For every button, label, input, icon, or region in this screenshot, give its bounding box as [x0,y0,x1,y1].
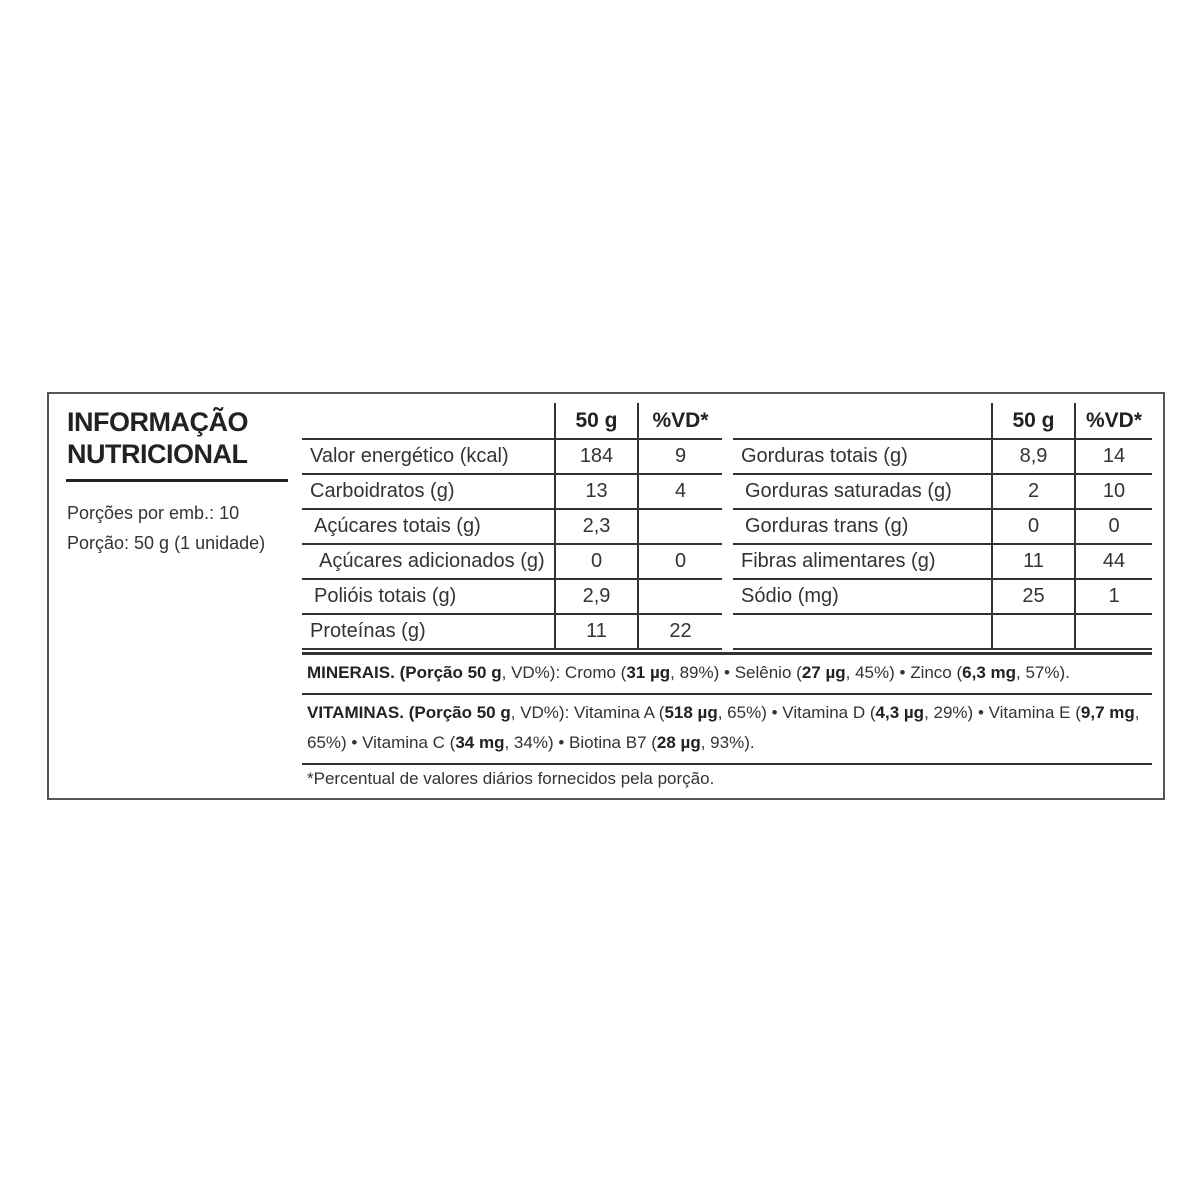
nutrient-label: Proteínas (g) [302,614,555,649]
nutrient-portion: 8,9 [992,439,1075,474]
column-header-portion: 50 g [992,403,1075,439]
nutrients-table-left [302,403,722,650]
bullet: • [351,733,358,752]
nutrient-label [733,614,992,649]
nutrient-portion: 25 [992,579,1075,614]
nutrient-portion: 11 [992,544,1075,579]
vitamin-item: Vitamina A (518 µg, 65%) [574,703,767,722]
table-bottom-rule [302,652,1152,655]
vitamin-item: Vitamina C (34 mg, 34%) [362,733,554,752]
vitamins-portion-suffix: , VD%): [510,703,575,722]
nutrient-portion [992,614,1075,649]
bullet: • [771,703,778,722]
minerals-divider [302,693,1152,695]
nutrient-portion: 2,9 [555,579,638,614]
nutrient-vd: 14 [1075,439,1152,474]
footnote: *Percentual de valores diários fornecidos pela porção. [307,769,715,788]
nutrient-label: Gorduras trans (g) [733,509,992,544]
nutrition-facts-label [47,392,1165,800]
minerals-note [307,658,1152,688]
nutrient-vd: 4 [638,474,722,509]
nutrient-portion: 0 [992,509,1075,544]
minerals-heading: MINERAIS. [307,663,395,682]
header-blank [302,403,555,439]
mineral-item: Selênio (27 µg, 45%) [734,663,895,682]
nutrient-portion: 13 [555,474,638,509]
table-row [733,474,1152,509]
vitamins-note [307,698,1152,758]
nutrient-vd: 1 [1075,579,1152,614]
vitamins-portion-label: (Porção 50 g [408,703,511,722]
column-header-vd: %VD* [638,403,722,439]
bullet: • [899,663,906,682]
servings-per-pack: Porções por emb.: 10 [67,503,240,523]
table-row [733,614,1152,649]
nutrient-vd: 0 [638,544,722,579]
table-row [302,614,722,649]
table-row [302,579,722,614]
vitamins-heading: VITAMINAS. [307,703,404,722]
nutrient-label: Carboidratos (g) [302,474,555,509]
nutrient-portion: 2 [992,474,1075,509]
title-divider [66,479,288,482]
table-row [733,509,1152,544]
column-header-vd: %VD* [1075,403,1152,439]
nutrient-label: Gorduras totais (g) [733,439,992,474]
label-title [67,406,289,470]
mineral-item: Cromo (31 µg, 89%) [564,663,720,682]
nutrient-portion: 0 [555,544,638,579]
nutrient-portion: 11 [555,614,638,649]
nutrient-vd: 10 [1075,474,1152,509]
bullet: • [724,663,730,682]
table-row [302,544,722,579]
serving-size: Porção: 50 g (1 unidade) [67,533,266,553]
column-header-portion: 50 g [555,403,638,439]
table-row [302,439,722,474]
table-row [302,474,722,509]
vitamin-item: Vitamina D (4,3 µg, 29%) [782,703,974,722]
table-row [733,439,1152,474]
bullet: • [558,733,565,752]
title-line-1: INFORMAÇÃO [67,407,248,437]
table-row [302,509,722,544]
nutrient-vd [638,509,722,544]
vitamin-item: Biotina B7 (28 µg, 93%). [569,733,755,752]
nutrient-label: Valor energético (kcal) [302,439,555,474]
bullet: • [977,703,984,722]
nutrients-table-right [733,403,1152,650]
nutrient-portion: 184 [555,439,638,474]
nutrient-label: Fibras alimentares (g) [733,544,992,579]
mineral-item: Zinco (6,3 mg, 57%). [910,663,1070,682]
nutrient-vd: 44 [1075,544,1152,579]
nutrient-label: Açúcares adicionados (g) [302,544,555,579]
nutrient-label: Gorduras saturadas (g) [733,474,992,509]
nutrient-label: Açúcares totais (g) [302,509,555,544]
nutrient-label: Polióis totais (g) [302,579,555,614]
table-row [733,579,1152,614]
vitamin-item: Vitamina E (9,7 mg, 65%) [307,703,1140,752]
nutrient-vd [638,579,722,614]
header-blank [733,403,992,439]
minerals-portion-suffix: , VD%): [501,663,565,682]
nutrient-vd: 9 [638,439,722,474]
minerals-portion-label: (Porção 50 g [399,663,502,682]
nutrient-vd: 0 [1075,509,1152,544]
table-row [733,544,1152,579]
serving-info [67,498,265,558]
nutrient-vd: 22 [638,614,722,649]
nutrient-label: Sódio (mg) [733,579,992,614]
title-line-2: NUTRICIONAL [67,439,248,469]
nutrient-vd [1075,614,1152,649]
nutrient-portion: 2,3 [555,509,638,544]
